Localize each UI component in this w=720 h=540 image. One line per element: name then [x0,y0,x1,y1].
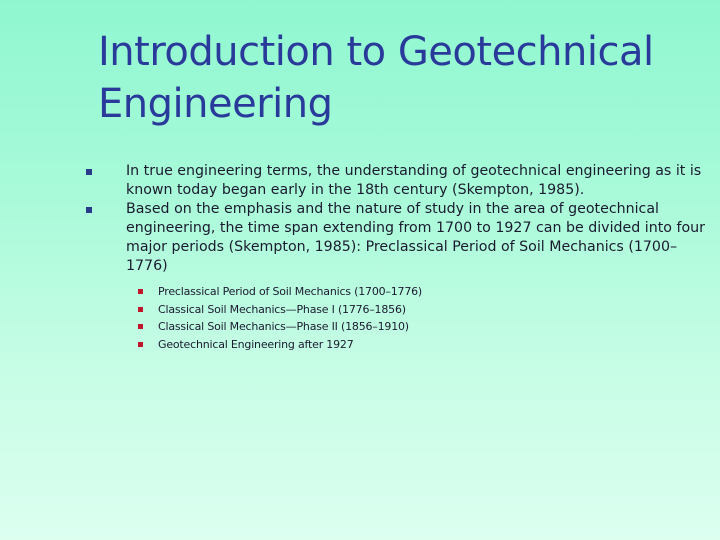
sub-bullet-item [138,283,698,301]
square-bullet-icon [86,207,92,213]
sub-bullet-list [138,283,698,353]
sub-bullet-item [138,336,698,354]
sub-bullet-text: Preclassical Period of Soil Mechanics (1700–1776) [158,285,423,298]
sub-bullet-text: Geotechnical Engineering after 1927 [158,337,354,351]
bullet-text: In true engineering terms, the understanding of geotechnical engineering as it is known today began early in the 18th century (Skempton, 1985). [126,163,702,198]
sub-bullet-item [138,301,698,319]
bullet-item [86,200,706,276]
square-bullet-icon [138,289,143,294]
square-bullet-icon [138,307,143,312]
square-bullet-icon [138,342,143,347]
bullet-item [86,162,706,200]
sub-bullet-text: Classical Soil Mechanics—Phase I (1776–1856) [158,302,406,316]
square-bullet-icon [86,169,92,175]
sub-bullet-text: Classical Soil Mechanics—Phase II (1856–1910) [158,320,409,333]
bullet-list [86,162,706,276]
square-bullet-icon [138,324,143,329]
sub-bullet-item [138,318,698,336]
bullet-text: Based on the emphasis and the nature of study in the area of geotechnical engineering, the time span extending from 1700 to 1927 can be divided into four major periods (Skempton, 1985): Preclassical Period of Soil Mechanics (1700–1776) [126,201,705,274]
slide-title: Introduction to Geotechnical Engineering [98,29,654,127]
